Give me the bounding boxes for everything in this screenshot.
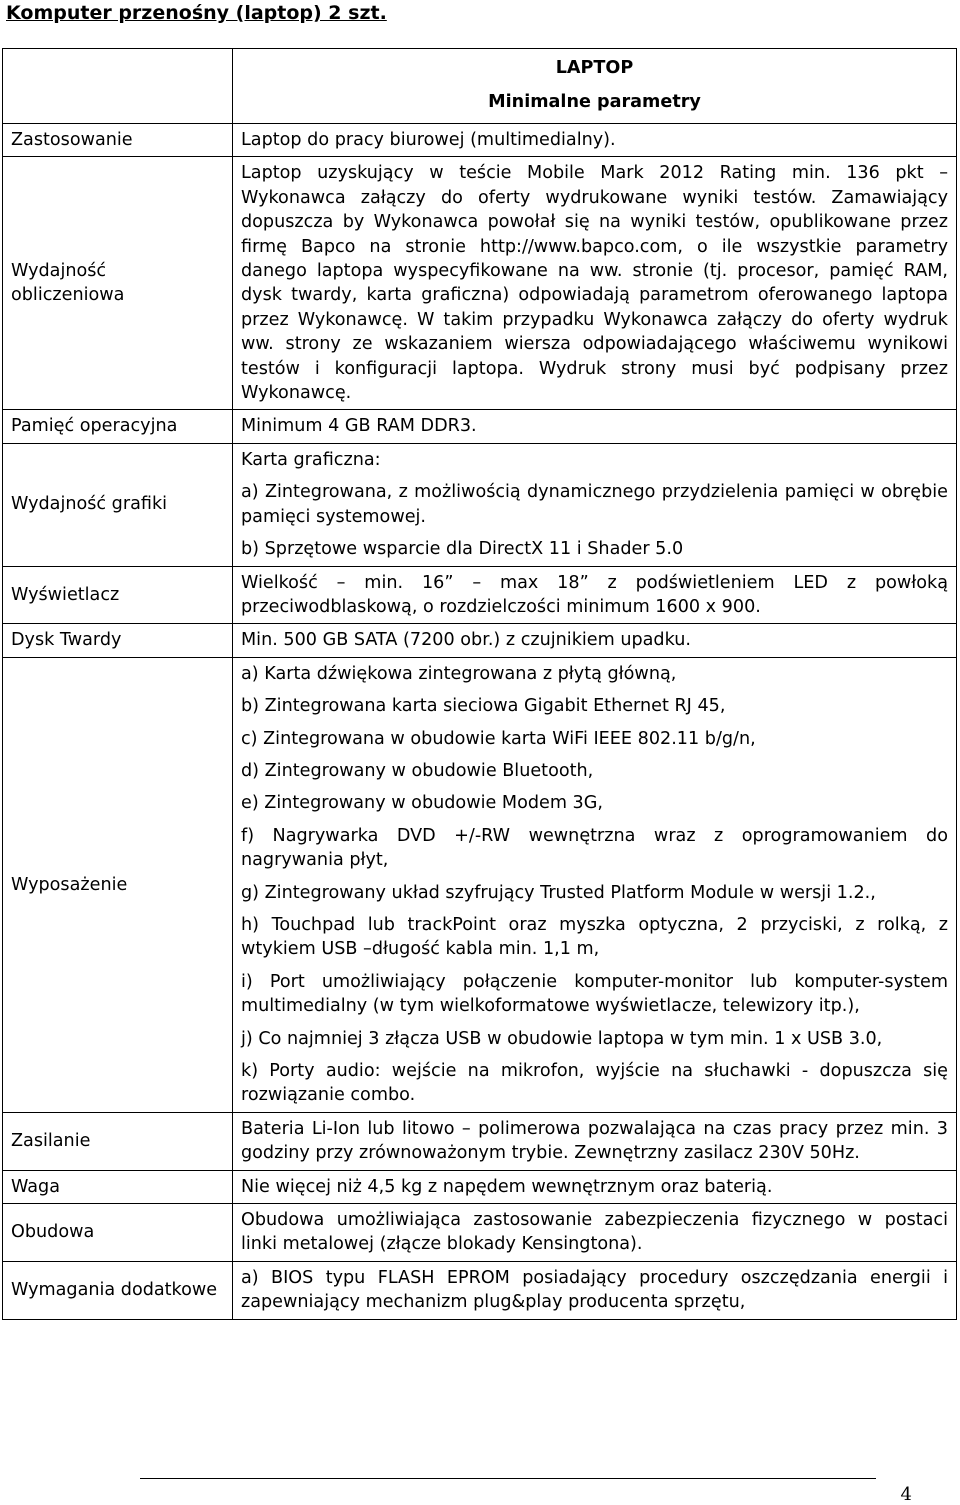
row-label: Dysk Twardy [3,624,233,657]
header-subtitle: Minimalne parametry [488,92,701,112]
row-label: Zasilanie [3,1112,233,1170]
row-wymagania-dodatkowe [3,1261,957,1319]
row-label: Wyposażenie [3,657,233,1112]
document-title: Komputer przenośny (laptop) 2 szt. [6,2,387,24]
row-zasilanie [3,1112,957,1170]
header-empty-cell [3,49,233,124]
list-item: a) Karta dźwiękowa zintegrowana z płytą główną, [241,663,677,684]
row-value [233,443,957,566]
row-label: Wyświetlacz [3,566,233,624]
row-waga [3,1170,957,1203]
list-item: g) Zintegrowany układ szyfrujący Trusted Platform Module w wersji 1.2., [241,882,876,903]
list-item: f) Nagrywarka DVD +/-RW wewnętrzna wraz z oprogramowaniem do nagrywania płyt, [241,825,948,871]
row-zastosowanie [3,124,957,157]
row-pamiec-operacyjna [3,410,957,443]
list-item: b) Zintegrowana karta sieciowa Gigabit Ethernet RJ 45, [241,696,726,717]
row-wydajnosc-obliczeniowa [3,157,957,410]
row-value: Bateria Li-Ion lub litowo – polimerowa pozwalająca na czas pracy przez min. 3 godziny przy zrównoważonym trybie. Zewnętrzny zasilacz 230V 50Hz. [233,1112,957,1170]
list-item: c) Zintegrowana w obudowie karta WiFi IEEE 802.11 b/g/n, [241,728,756,749]
row-value [233,657,957,1112]
table-header-row [3,49,957,124]
list-item: h) Touchpad lub trackPoint oraz myszka optyczna, 2 przyciski, z rolką, z wtykiem USB –długość kabla min. 1,1 m, [241,914,948,960]
row-label: Zastosowanie [3,124,233,157]
page-number: 4 [900,1484,912,1505]
list-item: b) Sprzętowe wsparcie dla DirectX 11 i Shader 5.0 [241,539,684,560]
list-item: d) Zintegrowany w obudowie Bluetooth, [241,760,594,781]
row-obudowa [3,1204,957,1262]
header-title: LAPTOP [555,58,634,78]
spec-table [2,48,957,1320]
header-cell [233,49,957,124]
row-label: Pamięć operacyjna [3,410,233,443]
row-value: Minimum 4 GB RAM DDR3. [233,410,957,443]
list-item: k) Porty audio: wejście na mikrofon, wyjście na słuchawki - dopuszcza się rozwiązanie combo. [241,1061,948,1106]
row-wyswietlacz [3,566,957,624]
list-item: j) Co najmniej 3 złącza USB w obudowie laptopa w tym min. 1 x USB 3.0, [241,1028,883,1049]
row-dysk-twardy [3,624,957,657]
row-label: Wydajność grafiki [3,443,233,566]
row-value: Obudowa umożliwiająca zastosowanie zabezpieczenia fizycznego w postaci linki metalowej (złącze blokady Kensingtona). [233,1204,957,1262]
row-value: Min. 500 GB SATA (7200 obr.) z czujnikiem upadku. [233,624,957,657]
row-wydajnosc-grafiki [3,443,957,566]
list-item: Karta graficzna: [241,449,381,470]
row-label: Obudowa [3,1204,233,1262]
list-item: a) Zintegrowana, z możliwością dynamicznego przydzielenia pamięci w obrębie pamięci systemowej. [241,482,948,527]
row-value: a) BIOS typu FLASH EPROM posiadający procedury oszczędzania energii i zapewniający mechanizm plug&play producenta sprzętu, [233,1261,957,1319]
row-label: Wydajność obliczeniowa [3,157,233,410]
row-value: Laptop do pracy biurowej (multimedialny). [233,124,957,157]
row-value: Laptop uzyskujący w teście Mobile Mark 2012 Rating min. 136 pkt – Wykonawca załączy do oferty wydrukowane wyniki testów. Zamawiający dopuszcza by Wykonawca powołał się na wyniki testów, opublikowane przez firmę Bapco na stronie http://www.bapco.com, o ile wszystkie parametry danego laptopa wyspecyfikowane na ww. stronie (tj. procesor, pamięć RAM, dysk twardy, karta graficzna) odpowiadają parametrom oferowanego laptopa przez Wykonawcę. W takim przypadku Wykonawca załączy do oferty wydruk ww. strony ze wskazaniem wiersza odpowiadającego właściwemu wynikowi testów i konfiguracji laptopa. Wydruk strony musi być podpisany przez Wykonawcę. [233,157,957,410]
row-label: Waga [3,1170,233,1203]
footer-divider [140,1478,876,1479]
row-wyposazenie [3,657,957,1112]
row-value: Wielkość – min. 16” – max 18” z podświetleniem LED z powłoką przeciwodblaskową, o rozdzielczości minimum 1600 x 900. [233,566,957,624]
row-label: Wymagania dodatkowe [3,1261,233,1319]
list-item: e) Zintegrowany w obudowie Modem 3G, [241,793,603,814]
list-item: i) Port umożliwiający połączenie komputer-monitor lub komputer-system multimedialny (w tym wielkoformatowe wyświetlacze, telewizory itp.), [241,971,948,1017]
row-value: Nie więcej niż 4,5 kg z napędem wewnętrznym oraz baterią. [233,1170,957,1203]
